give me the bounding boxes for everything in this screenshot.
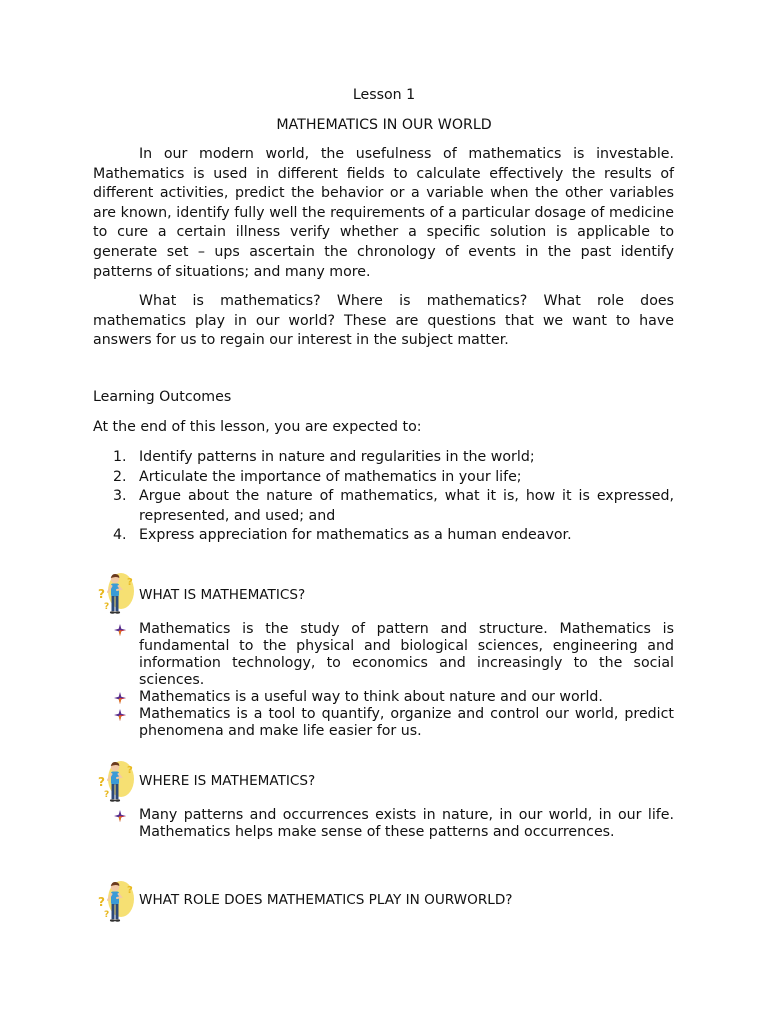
lesson-title: MATHEMATICS IN OUR WORLD bbox=[276, 117, 492, 133]
list-number: 2. bbox=[113, 468, 127, 485]
section-header-what-is bbox=[97, 571, 697, 621]
section-title: WHAT IS MATHEMATICS? bbox=[139, 587, 306, 603]
intro-paragraph: In our modern world, the usefulness of mathematics is investable. Mathematics is used in different fields to calculate effectively the results of different activities, predict the behavior or a variable when the other variables are known, identify fully well the requirements of a particular dosage of medicine to cure a certain illness verify whether a specific solution is applicable to generate set – ups ascertain the chronology of events in the past identify patterns of situations; and many more. bbox=[93, 146, 674, 280]
learning-outcomes-heading: Learning Outcomes bbox=[93, 389, 232, 405]
section-title: WHAT ROLE DOES MATHEMATICS PLAY IN OURWORLD? bbox=[139, 892, 513, 908]
section-title: WHERE IS MATHEMATICS? bbox=[139, 773, 316, 789]
thinking-person-icon bbox=[97, 571, 137, 621]
thinking-person-icon bbox=[97, 879, 137, 929]
outcome-text: Identify patterns in nature and regularities in the world; bbox=[139, 449, 535, 465]
bullet-text: Many patterns and occurrences exists in nature, in our world, in our life. Mathematics helps make sense of these patterns and occurrences. bbox=[139, 807, 674, 840]
list-number: 3. bbox=[113, 488, 127, 505]
thinking-person-icon bbox=[97, 759, 137, 809]
star-bullet-icon bbox=[114, 810, 126, 822]
star-bullet-icon bbox=[114, 692, 126, 704]
list-item bbox=[93, 689, 674, 706]
star-bullet-icon bbox=[114, 624, 126, 636]
outcome-text: Express appreciation for mathematics as a human endeavor. bbox=[139, 527, 572, 544]
list-item bbox=[93, 448, 674, 468]
bullet-text: Mathematics is a useful way to think about nature and our world. bbox=[139, 689, 603, 705]
list-item bbox=[93, 706, 674, 740]
intro-questions-paragraph: What is mathematics? Where is mathematics? What role does mathematics play in our world? These are questions that we want to have answers for us to regain our interest in the subject matter. bbox=[93, 293, 674, 349]
list-item bbox=[93, 526, 674, 546]
outcomes-list bbox=[93, 448, 674, 546]
section-header-where-is bbox=[97, 759, 697, 809]
bullet-text: Mathematics is the study of pattern and structure. Mathematics is fundamental to the physical and biological sciences, engineering and information technology, to economics and increasingly to the social sciences. bbox=[139, 621, 674, 688]
list-item bbox=[93, 468, 674, 488]
outcome-text: Articulate the importance of mathematics in your life; bbox=[139, 468, 522, 485]
bullet-text: Mathematics is a tool to quantify, organize and control our world, predict phenomena and make life easier for us. bbox=[139, 706, 674, 739]
list-number: 1. bbox=[113, 449, 127, 465]
list-item bbox=[93, 807, 674, 841]
section-bullet-list bbox=[93, 807, 674, 841]
lesson-number: Lesson 1 bbox=[352, 87, 416, 103]
list-number: 4. bbox=[113, 527, 127, 544]
outcome-text: Argue about the nature of mathematics, what it is, how it is expressed, represented, and used; and bbox=[139, 488, 674, 524]
section-bullet-list bbox=[93, 621, 674, 740]
star-bullet-icon bbox=[114, 709, 126, 721]
list-item bbox=[93, 487, 674, 526]
section-header-what-role bbox=[97, 879, 697, 929]
list-item bbox=[93, 621, 674, 689]
learning-outcomes-lead: At the end of this lesson, you are expected to: bbox=[93, 419, 422, 435]
